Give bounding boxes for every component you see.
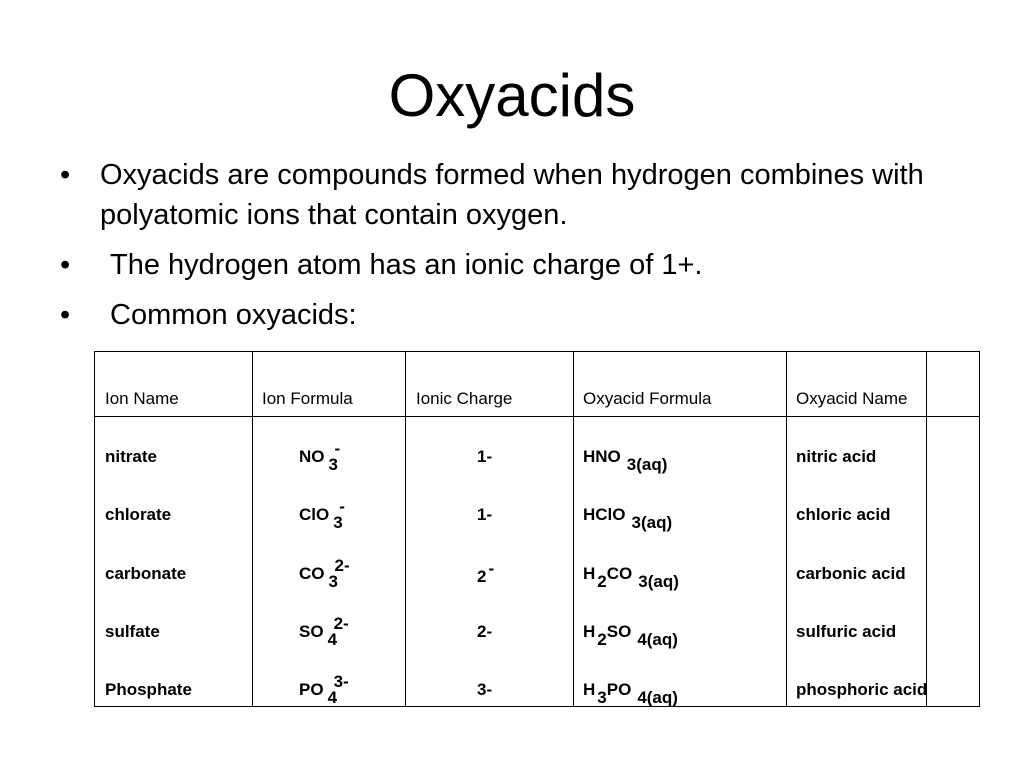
cell-oxyacid-formula: H: [583, 622, 596, 641]
ion-formula-subscript: 4: [327, 630, 338, 649]
bullet-item: [60, 155, 960, 235]
bullet-text: Common oxyacids:: [110, 299, 357, 331]
cell-oxyacid-formula: HNO: [583, 447, 621, 466]
oxyacid-anion-part: PO: [606, 680, 632, 699]
column-divider: [405, 352, 406, 706]
header-ion-name: Ion Name: [105, 389, 179, 408]
oxyacids-table: [94, 351, 980, 707]
oxyacid-anion-part: CO: [606, 564, 633, 583]
oxyacid-subscript-aq: 4(aq): [637, 688, 678, 707]
header-ion-formula: Ion Formula: [262, 389, 353, 408]
cell-ion-name: sulfate: [105, 622, 160, 641]
cell-ion-formula: PO: [299, 680, 324, 699]
cell-oxyacid-name: nitric acid: [796, 447, 877, 466]
header-oxyacid-formula: Oxyacid Formula: [583, 389, 712, 408]
oxyacid-subscript-aq: 3(aq): [638, 572, 679, 591]
ion-formula-subscript: 3: [328, 455, 338, 474]
cell-oxyacid-name: carbonic acid: [796, 564, 906, 583]
ion-formula-subscript: 3: [328, 572, 338, 591]
cell-ion-name: nitrate: [105, 447, 157, 466]
cell-ionic-charge: 2-: [477, 622, 493, 641]
cell-oxyacid-name: chloric acid: [796, 505, 891, 524]
ion-formula-superscript: 3-: [333, 672, 349, 691]
oxyacid-subscript-aq: 3(aq): [631, 513, 673, 532]
cell-oxyacid-formula: H: [583, 564, 596, 583]
bullet-marker: •: [60, 299, 71, 331]
cell-ionic-charge: 1-: [477, 505, 493, 524]
column-divider: [926, 352, 927, 706]
bullet-item: [60, 295, 960, 335]
slide-title: Oxyacids: [388, 62, 636, 129]
bullet-marker: •: [60, 159, 71, 191]
cell-oxyacid-formula: H: [583, 680, 596, 699]
ion-formula-subscript: 4: [327, 688, 338, 707]
cell-ion-formula: ClO: [299, 505, 330, 524]
oxyacid-subscript-aq: 3(aq): [626, 455, 668, 474]
bullet-marker: •: [60, 249, 71, 281]
ion-formula-subscript: 3: [333, 513, 343, 532]
cell-oxyacid-formula: HClO: [583, 505, 626, 524]
oxyacid-anion-part: SO: [606, 622, 632, 641]
bullet-text: Oxyacids are compounds formed when hydrogen combines with polyatomic ions that contain oxygen.: [100, 159, 924, 231]
column-divider: [786, 352, 787, 706]
column-divider: [573, 352, 574, 706]
cell-ion-name: chlorate: [105, 505, 172, 524]
oxyacid-hydrogen-subscript: 3: [597, 688, 607, 707]
header-divider: [95, 416, 979, 417]
cell-ion-name: Phosphate: [105, 680, 192, 699]
oxyacid-subscript-aq: 4(aq): [637, 630, 678, 649]
header-oxyacid-name: Oxyacid Name: [796, 389, 908, 408]
cell-ionic-charge: 3-: [477, 680, 493, 699]
ion-formula-superscript: 2-: [333, 614, 349, 633]
cell-ion-formula: NO: [299, 447, 325, 466]
cell-oxyacid-name: phosphoric acid: [796, 680, 928, 699]
ion-formula-superscript: 2-: [334, 556, 350, 575]
cell-ion-formula: CO: [299, 564, 325, 583]
bullet-text: The hydrogen atom has an ionic charge of 1+.: [110, 249, 703, 281]
cell-ionic-charge: 2: [477, 567, 487, 586]
oxyacid-hydrogen-subscript: 2: [597, 572, 607, 591]
cell-ionic-charge: 1-: [477, 447, 493, 466]
column-divider: [252, 352, 253, 706]
cell-ion-formula: SO: [299, 622, 324, 641]
ion-formula-superscript: -: [339, 497, 345, 516]
cell-ion-name: carbonate: [105, 564, 187, 583]
bullet-item: [60, 245, 960, 285]
cell-oxyacid-name: sulfuric acid: [796, 622, 897, 641]
oxyacid-hydrogen-subscript: 2: [597, 630, 607, 649]
ionic-charge-superscript: -: [488, 559, 495, 578]
bullet-list: [60, 155, 960, 345]
header-ionic-charge: Ionic Charge: [416, 389, 513, 408]
ion-formula-superscript: -: [334, 439, 341, 458]
